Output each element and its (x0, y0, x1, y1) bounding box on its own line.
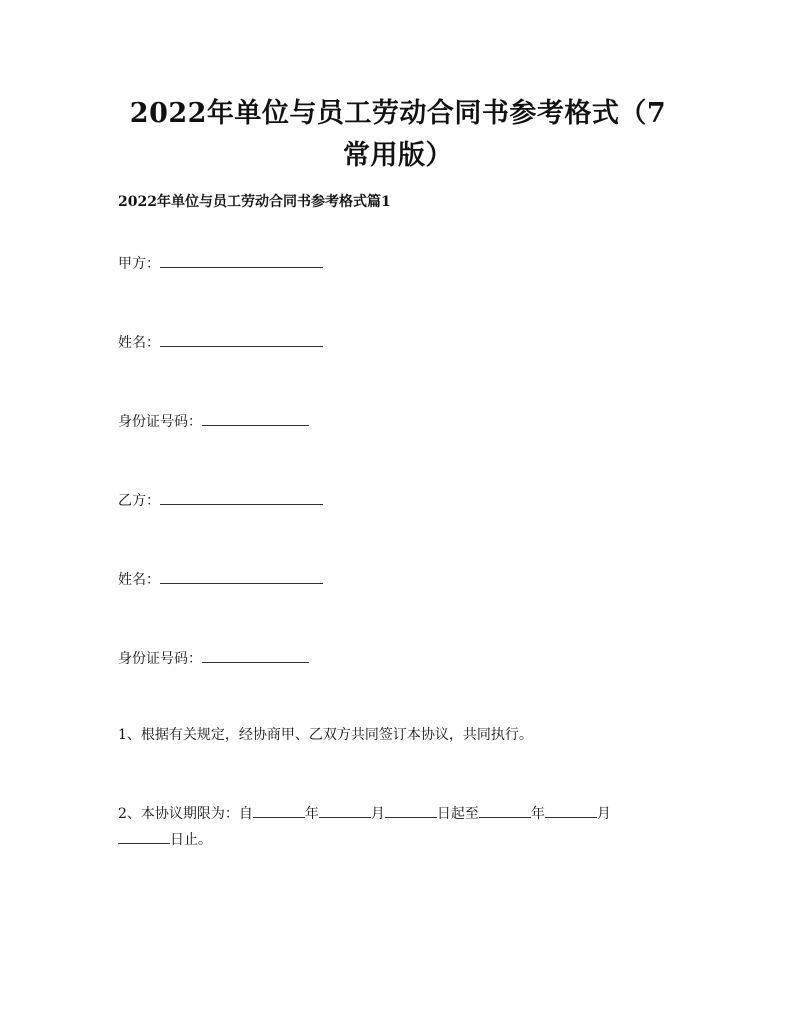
start-year-blank[interactable] (253, 803, 305, 818)
party-b-name-label: 姓名： (118, 572, 160, 588)
party-b-name-blank[interactable] (160, 568, 323, 584)
clause-2-line1 (118, 800, 611, 828)
party-a-label: 甲方： (118, 256, 160, 272)
document-title-line2: 常用版） (343, 140, 453, 171)
end-year-blank[interactable] (479, 803, 531, 818)
start-day-blank[interactable] (385, 803, 437, 818)
party-b-id-field (118, 647, 309, 670)
party-a-name-label: 姓名： (118, 335, 160, 351)
start-month-blank[interactable] (319, 803, 371, 818)
end-month-label: 月 (596, 806, 611, 822)
party-b-field (118, 489, 323, 512)
section-heading: 2022年单位与员工劳动合同书参考格式篇1 (118, 194, 391, 210)
clause-2-prefix: 2、本协议期限为：自 (118, 806, 253, 822)
document-title-line1: 2022年单位与员工劳动合同书参考格式（7 (129, 98, 667, 129)
end-month-blank[interactable] (545, 803, 597, 818)
party-a-blank[interactable] (160, 252, 323, 268)
start-month-label: 月 (370, 806, 385, 822)
start-day-label: 日起至 (436, 806, 479, 822)
party-b-blank[interactable] (160, 489, 323, 505)
party-a-name-field (118, 331, 323, 354)
party-b-label: 乙方： (118, 493, 160, 509)
end-day-blank[interactable] (118, 829, 170, 844)
party-a-name-blank[interactable] (160, 331, 323, 347)
party-a-field (118, 252, 323, 275)
party-a-id-field (118, 410, 309, 433)
party-b-name-field (118, 568, 323, 591)
start-year-label: 年 (304, 806, 319, 822)
clause-1: 1、根据有关规定，经协商甲、乙双方共同签订本协议，共同执行。 (118, 727, 533, 743)
party-b-id-label: 身份证号码： (118, 651, 202, 667)
clause-2-line2 (118, 826, 212, 854)
party-a-id-blank[interactable] (202, 410, 309, 426)
end-day-label: 日止。 (170, 832, 212, 848)
end-year-label: 年 (530, 806, 545, 822)
party-b-id-blank[interactable] (202, 647, 309, 663)
party-a-id-label: 身份证号码： (118, 414, 202, 430)
